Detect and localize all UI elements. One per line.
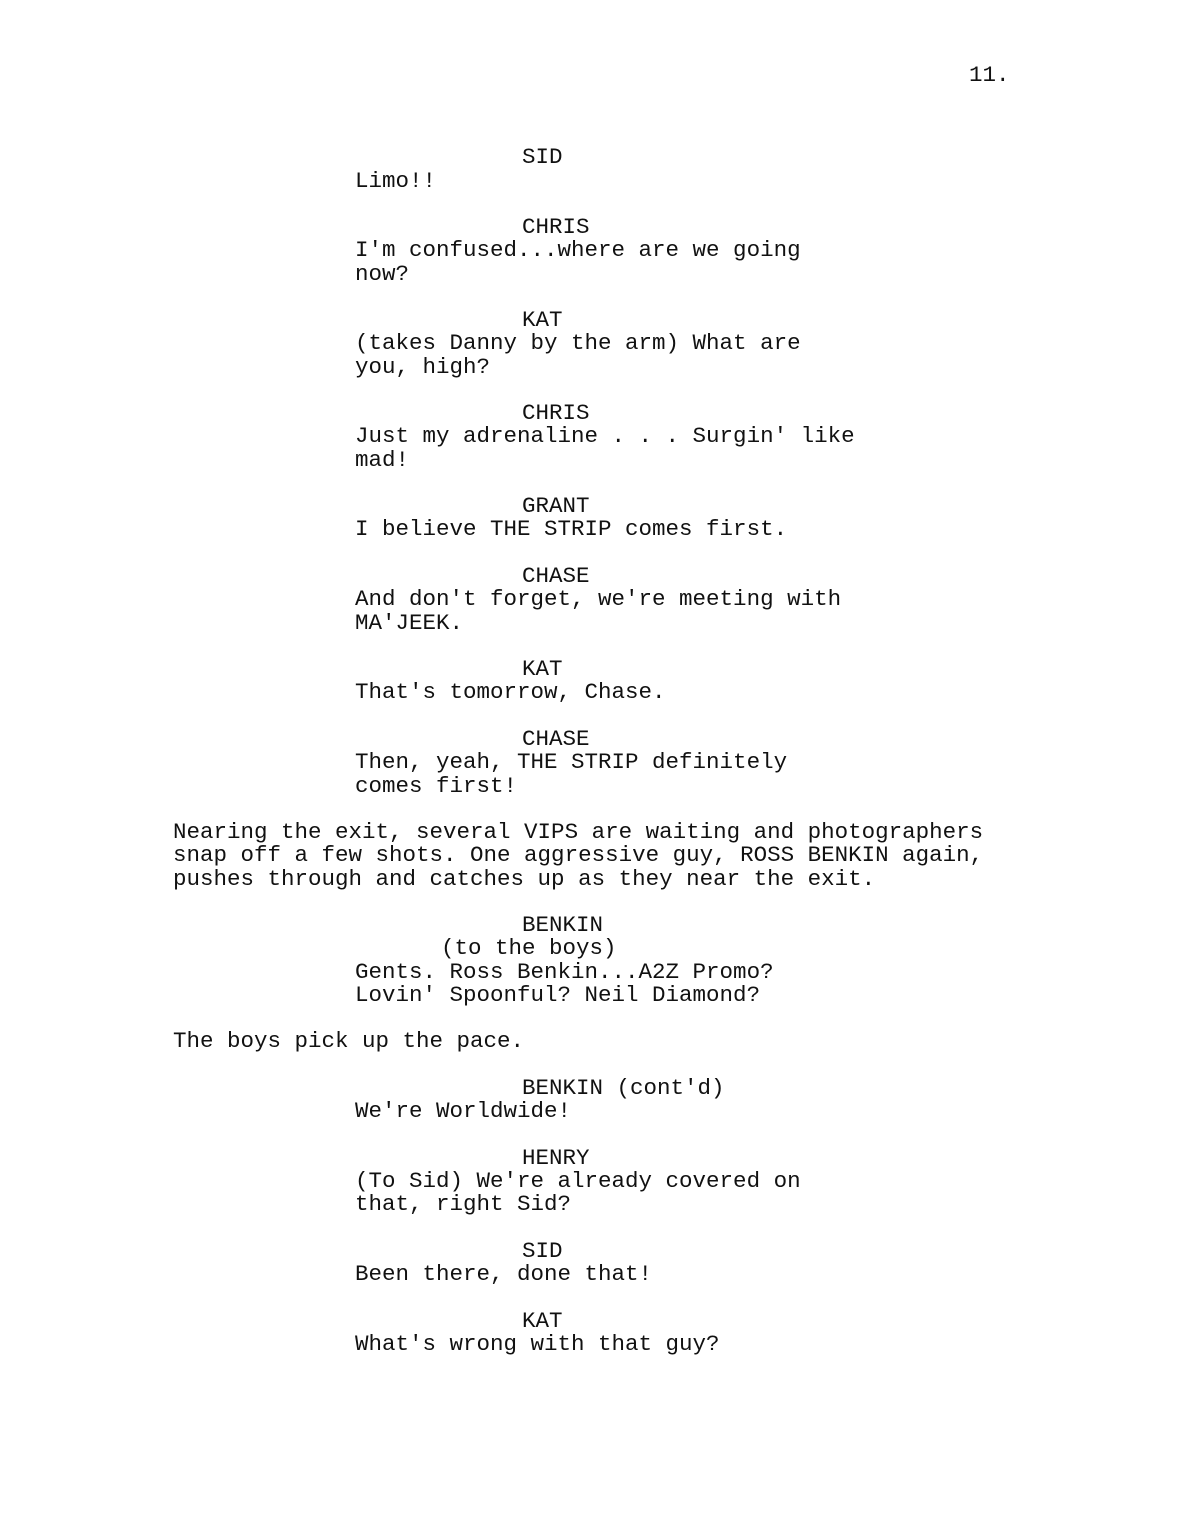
dialogue-line: that, right Sid?: [355, 1191, 572, 1217]
character-name: KAT: [522, 656, 563, 682]
character-name: BENKIN (cont'd): [522, 1075, 725, 1101]
character-name: SID: [522, 144, 563, 170]
action-line: Nearing the exit, several VIPS are waiting and photographers: [173, 819, 984, 845]
dialogue-line: mad!: [355, 447, 410, 473]
dialogue-line: We're Worldwide!: [355, 1098, 572, 1124]
dialogue-line: I believe THE STRIP comes first.: [355, 516, 788, 542]
character-name: SID: [522, 1238, 563, 1264]
parenthetical: (to the boys): [441, 935, 617, 961]
character-name: KAT: [522, 1308, 563, 1334]
character-name: HENRY: [522, 1145, 590, 1171]
character-name: CHASE: [522, 563, 590, 589]
dialogue-line: (To Sid) We're already covered on: [355, 1168, 801, 1194]
character-name: GRANT: [522, 493, 590, 519]
page-number: 11.: [969, 62, 1010, 88]
dialogue-line: (takes Danny by the arm) What are: [355, 330, 801, 356]
dialogue-line: Gents. Ross Benkin...A2Z Promo?: [355, 959, 774, 985]
dialogue-line: I'm confused...where are we going: [355, 237, 801, 263]
character-name: KAT: [522, 307, 563, 333]
character-name: CHRIS: [522, 214, 590, 240]
dialogue-line: you, high?: [355, 354, 491, 380]
action-line: pushes through and catches up as they near the exit.: [173, 866, 876, 892]
action-line: The boys pick up the pace.: [173, 1028, 525, 1054]
dialogue-line: Limo!!: [355, 168, 437, 194]
dialogue-line: What's wrong with that guy?: [355, 1331, 720, 1357]
dialogue-line: And don't forget, we're meeting with: [355, 586, 842, 612]
dialogue-line: comes first!: [355, 773, 518, 799]
action-line: snap off a few shots. One aggressive guy, ROSS BENKIN again,: [173, 842, 984, 868]
dialogue-line: Lovin' Spoonful? Neil Diamond?: [355, 982, 761, 1008]
character-name: CHASE: [522, 726, 590, 752]
dialogue-line: That's tomorrow, Chase.: [355, 679, 666, 705]
dialogue-line: now?: [355, 261, 410, 287]
character-name: BENKIN: [522, 912, 604, 938]
dialogue-line: MA'JEEK.: [355, 610, 464, 636]
character-name: CHRIS: [522, 400, 590, 426]
dialogue-line: Then, yeah, THE STRIP definitely: [355, 749, 788, 775]
dialogue-line: Been there, done that!: [355, 1261, 653, 1287]
dialogue-line: Just my adrenaline . . . Surgin' like: [355, 423, 855, 449]
